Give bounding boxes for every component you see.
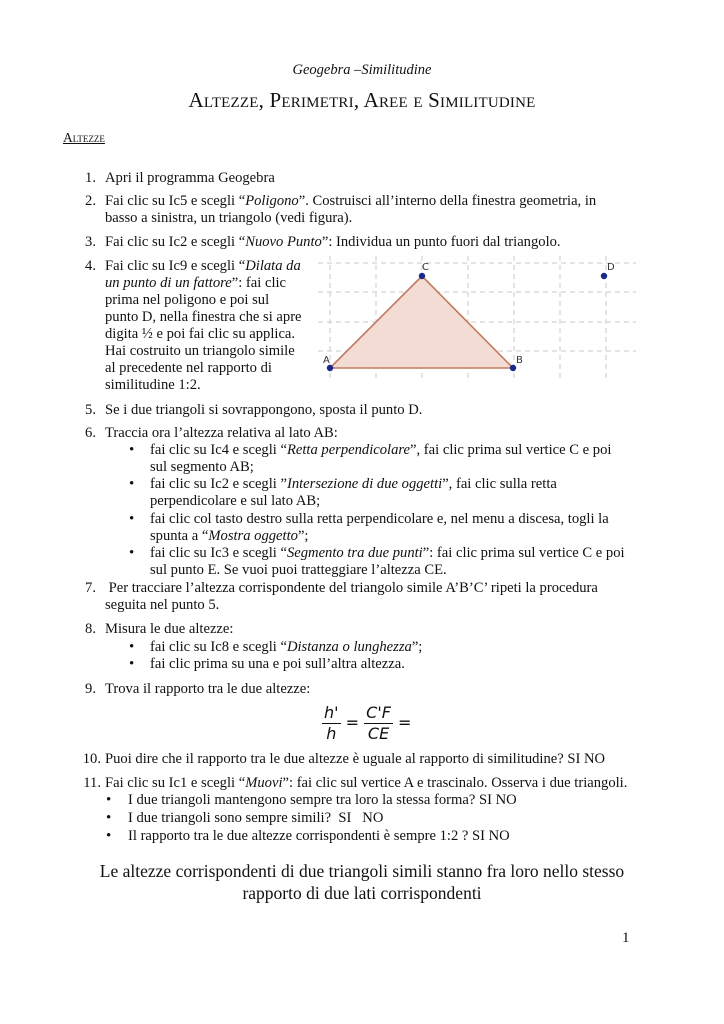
label-a: A [323, 355, 330, 366]
ratio-formula: $\frac{h'}{h}$ = $\frac{C'F}{CE}$ = [324, 703, 412, 743]
point-c [419, 273, 425, 279]
geogebra-figure [318, 256, 636, 378]
label-b: B [516, 355, 523, 366]
page-title: Altezze, Perimetri, Aree e Similitudine [188, 88, 536, 112]
label-d: D [607, 262, 615, 273]
label-c: C [422, 262, 429, 273]
conclusion: Le altezze corrispondenti di due triangoli simili stanno fra loro nello stesso rapporto di due lati corrispondenti [99, 861, 625, 903]
section-heading: Altezze [63, 130, 105, 145]
page-number: 1 [622, 930, 630, 946]
point-d [601, 273, 607, 279]
document-header: Geogebra –Similitudine [292, 62, 432, 78]
